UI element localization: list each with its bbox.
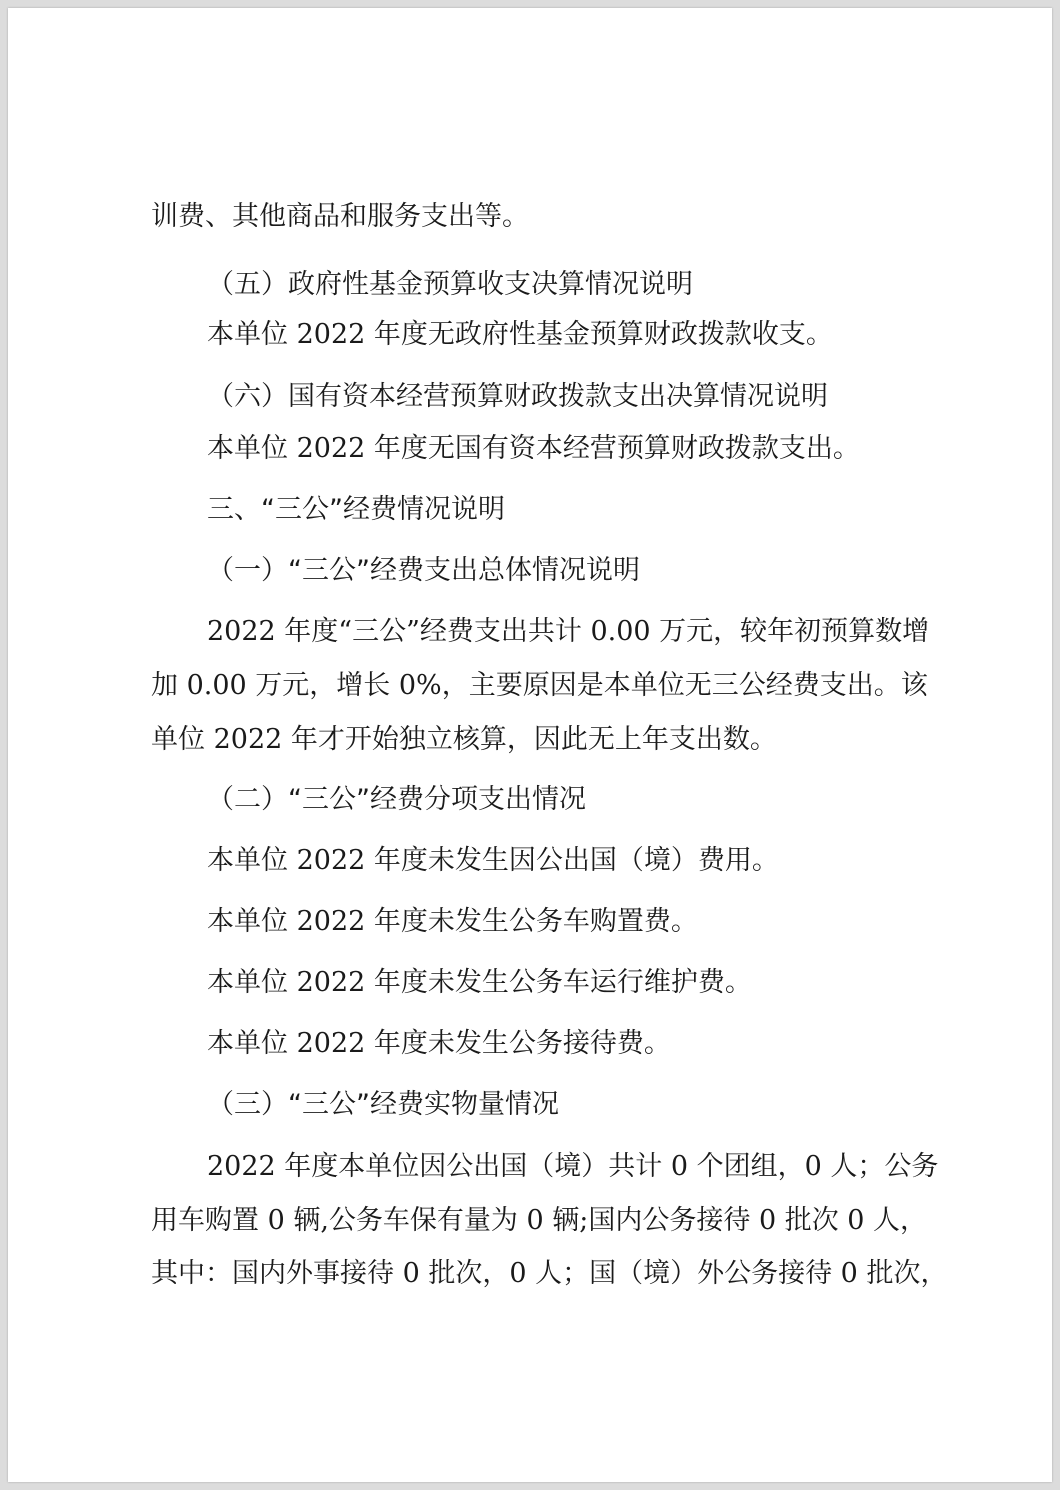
body-text-line: 加 0.00 万元，增长 0%，主要原因是本单位无三公经费支出。该 [151, 670, 928, 701]
body-text-line: 2022 年度本单位因公出国（境）共计 0 个团组，0 人；公务 [207, 1151, 939, 1182]
body-text-line: 本单位 2022 年度未发生公务车运行维护费。 [207, 967, 752, 998]
body-text-line: 本单位 2022 年度无国有资本经营预算财政拨款支出。 [207, 433, 860, 464]
body-text-line: 训费、其他商品和服务支出等。 [151, 201, 529, 232]
body-text-line: 用车购置 0 辆,公务车保有量为 0 辆;国内公务接待 0 批次 0 人， [151, 1205, 928, 1236]
body-text-line: 本单位 2022 年度未发生公务车购置费。 [207, 906, 698, 937]
body-text-line: 本单位 2022 年度无政府性基金预算财政拨款收支。 [207, 319, 833, 350]
section-heading: （二）“三公”经费分项支出情况 [207, 784, 586, 815]
body-text-line: 单位 2022 年才开始独立核算，因此无上年支出数。 [151, 724, 777, 755]
chapter-heading: 三、“三公”经费情况说明 [207, 494, 505, 525]
section-heading: （一）“三公”经费支出总体情况说明 [207, 555, 640, 586]
section-heading: （六）国有资本经营预算财政拨款支出决算情况说明 [207, 381, 828, 412]
body-text-line: 本单位 2022 年度未发生公务接待费。 [207, 1028, 671, 1059]
body-text-line: 其中：国内外事接待 0 批次，0 人；国（境）外公务接待 0 批次， [151, 1258, 948, 1289]
section-heading: （五）政府性基金预算收支决算情况说明 [207, 269, 693, 300]
section-heading: （三）“三公”经费实物量情况 [207, 1089, 559, 1120]
body-text-line: 本单位 2022 年度未发生因公出国（境）费用。 [207, 845, 779, 876]
body-text-line: 2022 年度“三公”经费支出共计 0.00 万元，较年初预算数增 [207, 616, 930, 647]
document-page [8, 8, 1052, 1482]
